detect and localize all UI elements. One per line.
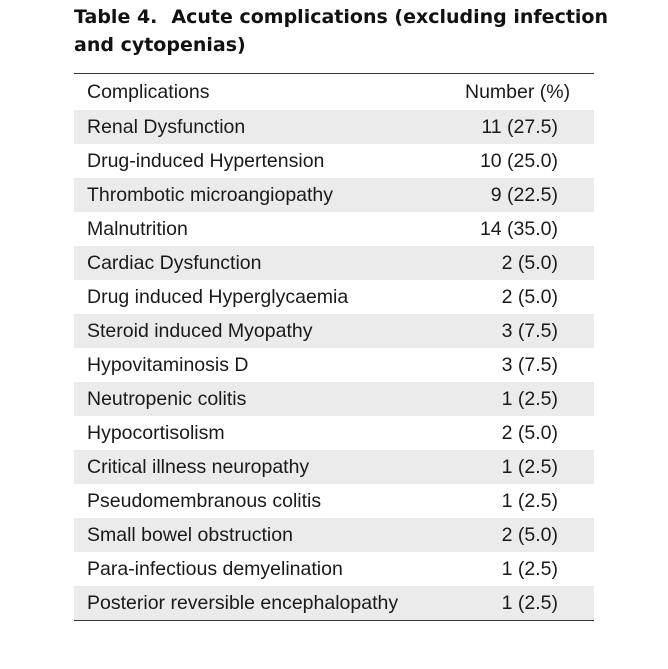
complication-count: 11 (27.5) [481,115,558,138]
header-number-percent: Number (%) [465,80,571,103]
table-number: Table 4. [74,6,158,28]
table-row [74,518,594,552]
complication-name: Cardiac Dysfunction [87,251,262,274]
complication-name: Posterior reversible encephalopathy [87,591,399,614]
complication-name: Thrombotic microangiopathy [87,183,334,206]
table-caption [74,3,614,59]
complication-count: 14 (35.0) [479,217,558,240]
complication-count: 1 (2.5) [501,489,558,512]
table-body [74,110,594,620]
table-row [74,382,594,416]
table-row [74,178,594,212]
complication-name: Hypocortisolism [87,421,225,444]
table-row [74,552,594,586]
table-row [74,586,594,620]
complication-count: 2 (5.0) [501,285,558,308]
complication-name: Steroid induced Myopathy [87,319,313,342]
table-bottom-rule [74,620,594,621]
table-row [74,416,594,450]
complication-name: Neutropenic colitis [87,387,247,410]
complication-count: 2 (5.0) [501,251,558,274]
complication-name: Pseudomembranous colitis [87,489,322,512]
table-row [74,212,594,246]
complication-count: 9 (22.5) [490,183,558,206]
table-row [74,348,594,382]
complication-count: 3 (7.5) [501,353,558,376]
header-complications: Complications [87,80,210,103]
table-row [74,280,594,314]
complication-count: 1 (2.5) [501,591,558,614]
complication-count: 1 (2.5) [501,557,558,580]
complication-count: 1 (2.5) [501,455,558,478]
table-row [74,144,594,178]
complication-name: Small bowel obstruction [87,523,293,546]
complication-count: 2 (5.0) [501,421,558,444]
complication-count: 10 (25.0) [479,149,558,172]
complication-name: Renal Dysfunction [87,115,246,138]
table-title: Acute complications (excluding infection and cytopenias) [74,6,609,56]
complication-name: Malnutrition [87,217,188,240]
complication-count: 2 (5.0) [501,523,558,546]
complication-count: 3 (7.5) [501,319,558,342]
table-row [74,314,594,348]
table-row [74,246,594,280]
complication-name: Drug-induced Hypertension [87,149,325,172]
complication-name: Para-infectious demyelination [87,557,343,580]
table-row [74,450,594,484]
table-row [74,110,594,144]
complications-table [74,73,594,621]
complication-name: Hypovitaminosis D [87,353,249,376]
complication-count: 1 (2.5) [501,387,558,410]
table-row [74,484,594,518]
complication-name: Critical illness neuropathy [87,455,310,478]
complication-name: Drug induced Hyperglycaemia [87,285,349,308]
table-header-row [74,74,594,110]
